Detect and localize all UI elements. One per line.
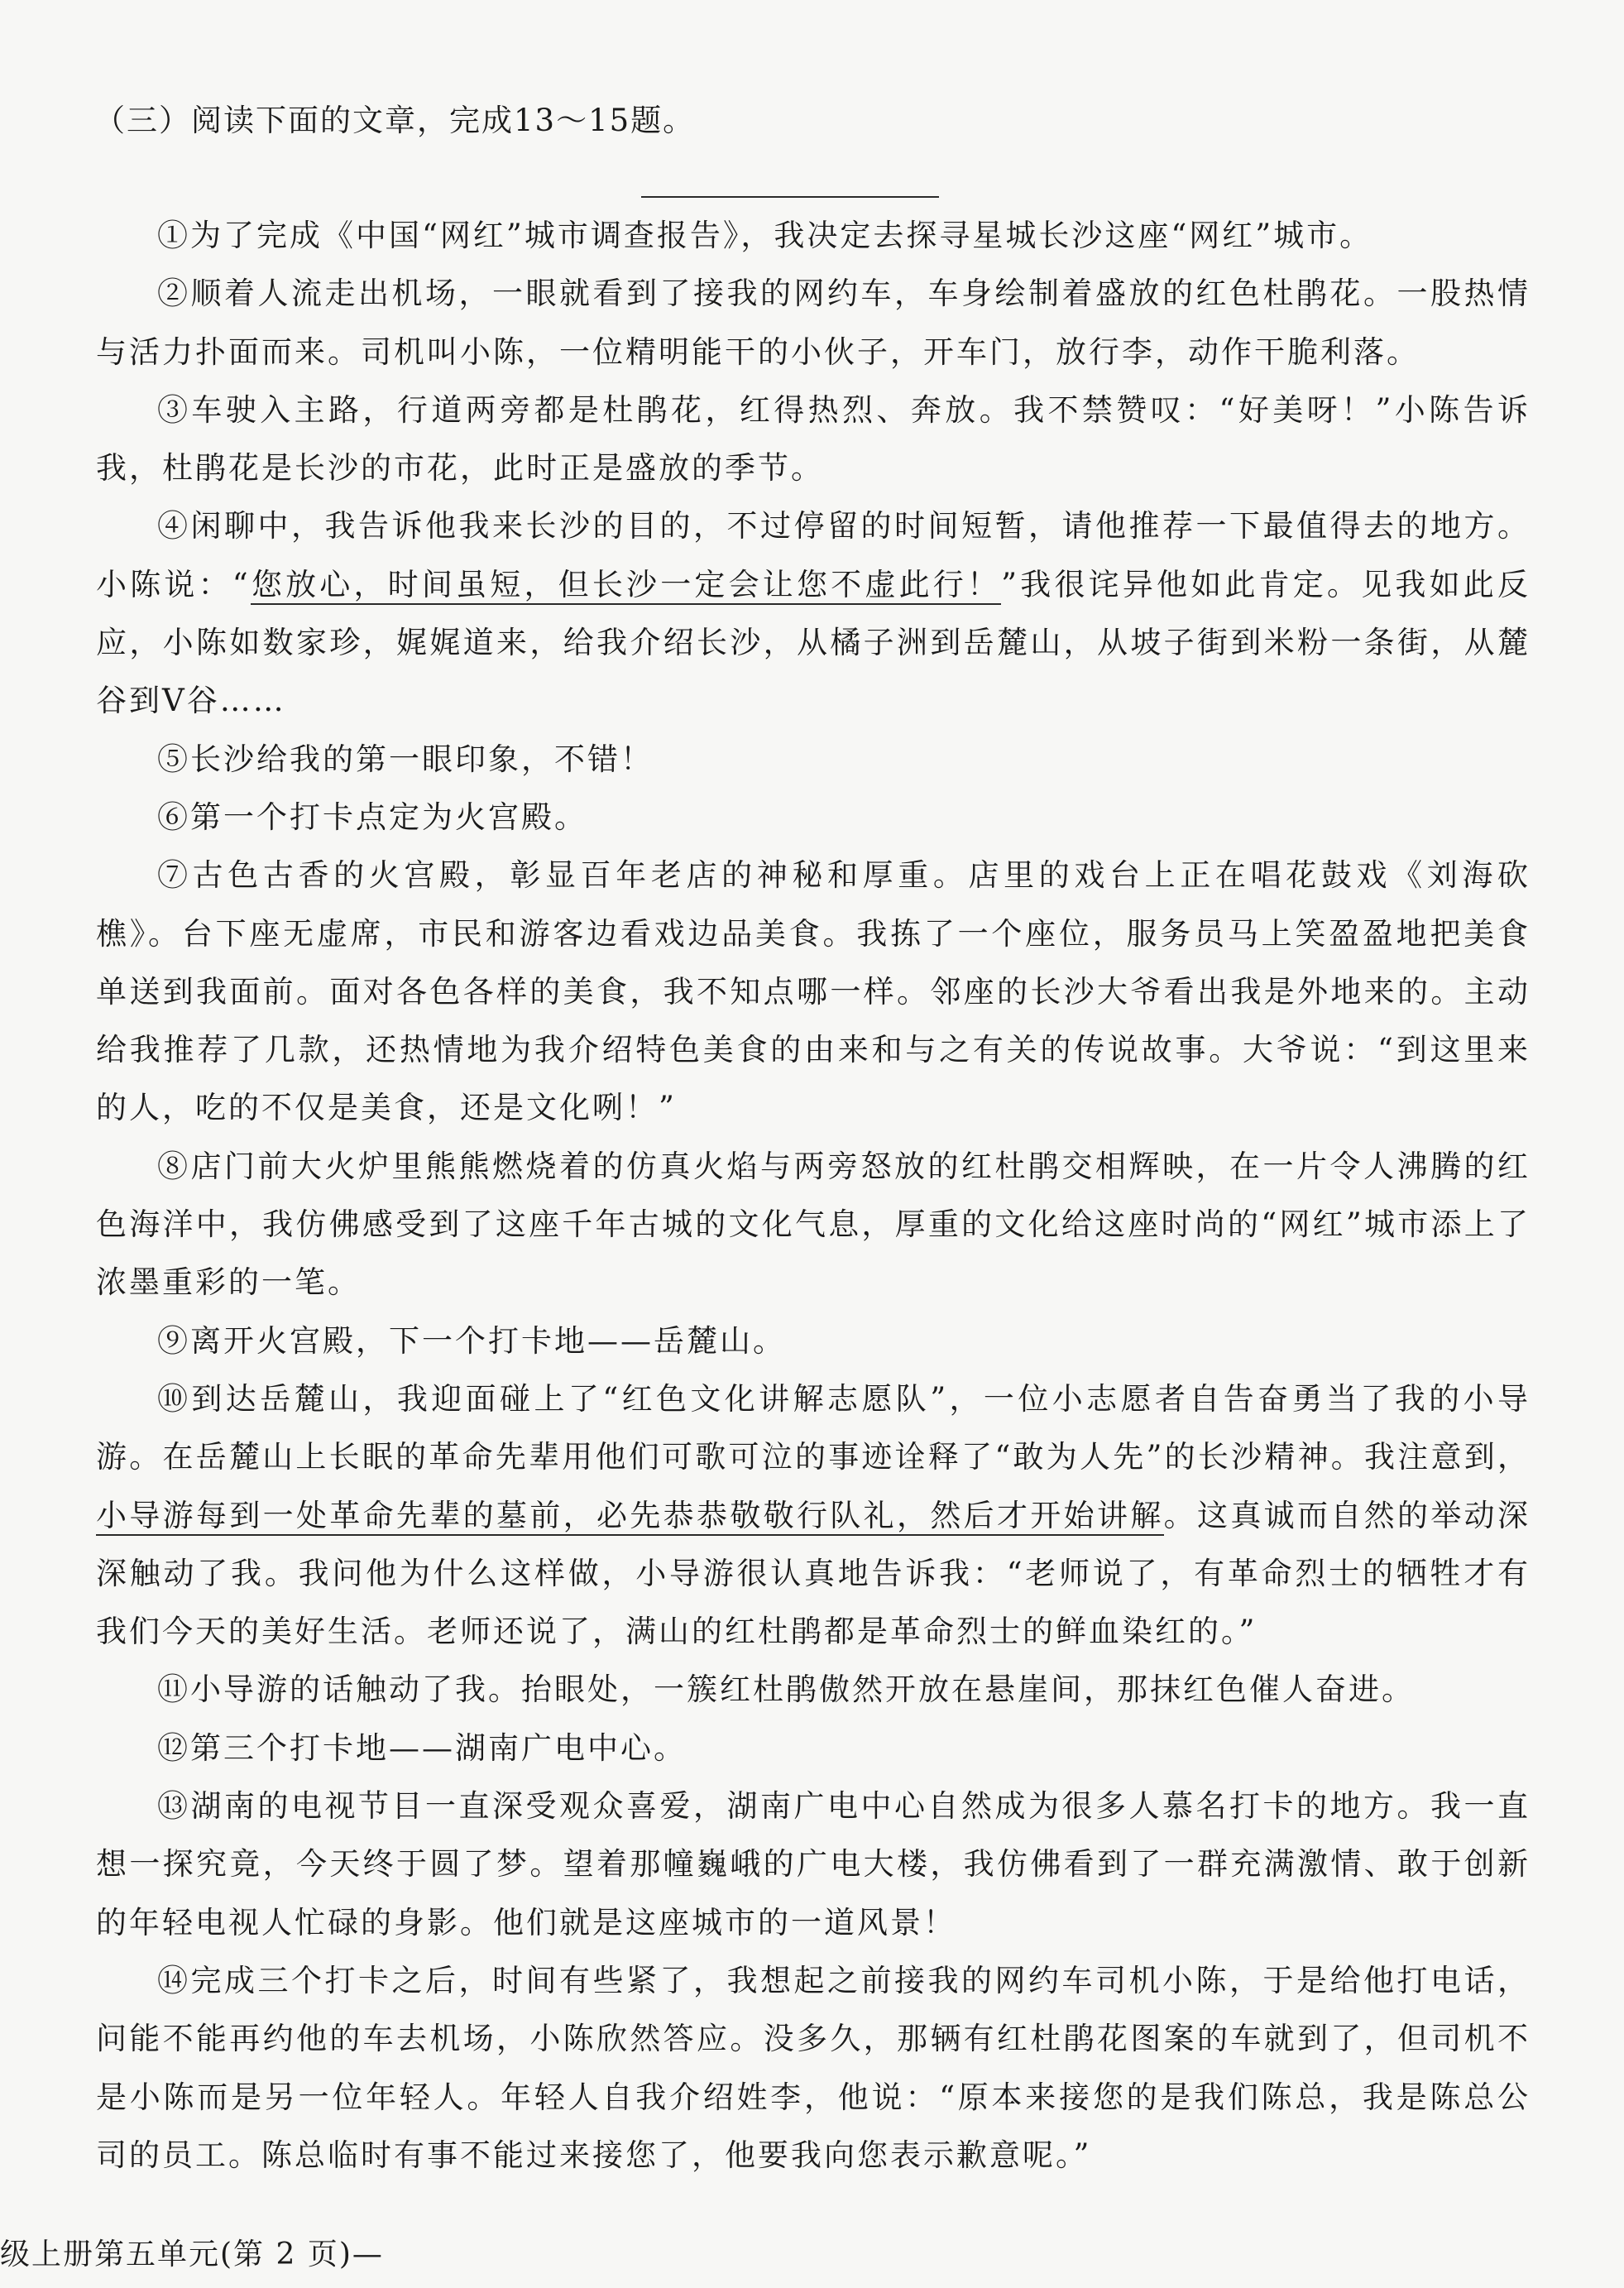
paragraph-11: ⑪小导游的话触动了我。抬眼处，一簇红杜鹃傲然开放在悬崖间，那抹红色催人奋进。 — [157, 1672, 1415, 1708]
paragraph-10-text-after: 。这真诚而自然的举动深深触动了我。我问他为什么这样做，小导游很认真地告诉我：“老师说了，有革命烈士的牺牲才有我们今天的美好生活。老师还说了，满山的红杜鹃都是革命烈士的鲜血染红的。” — [96, 1497, 1531, 1650]
page-footer: 级上册第五单元(第 2 页)— — [0, 2238, 384, 2271]
section-heading: （三）阅读下面的文章，完成13～15题。 — [94, 103, 696, 138]
paragraph-4 — [96, 497, 1531, 730]
underlined-sentence-2: 小导游每到一处革命先辈的墓前，必先恭恭敬敬行队礼，然后才开始讲解 — [96, 1498, 1164, 1536]
paragraph-5: ⑤长沙给我的第一眼印象，不错！ — [157, 741, 654, 777]
paragraph-13: ⑬湖南的电视节目一直深受观众喜爱，湖南广电中心自然成为很多人慕名打卡的地方。我一直想一探究竟，今天终于圆了梦。望着那幢巍峨的广电大楼，我仿佛看到了一群充满激情、敢于创新的年轻电视人忙碌的身影。他们就是这座城市的一道风景！ — [96, 1788, 1531, 1940]
paragraph-7: ⑦古色古香的火宫殿，彰显百年老店的神秘和厚重。店里的戏台上正在唱花鼓戏《刘海砍樵》。台下座无虚席，市民和游客边看戏边品美食。我拣了一个座位，服务员马上笑盈盈地把美食单送到我面前。面对各色各样的美食，我不知点哪一样。邻座的长沙大爷看出我是外地来的。主动给我推荐了几款，还热情地为我介绍特色美食的由来和与之有关的传说故事。大爷说：“到这里来的人，吃的不仅是美食，还是文化咧！” — [96, 857, 1531, 1126]
paragraph-10-text-before: ⑩到达岳麓山，我迎面碰上了“红色文化讲解志愿队”，一位小志愿者自告奋勇当了我的小导游。在岳麓山上长眠的革命先辈用他们可歌可泣的事迹诠释了“敢为人先”的长沙精神。我注意到， — [96, 1380, 1531, 1475]
paragraph-2: ②顺着人流走出机场，一眼就看到了接我的网约车，车身绘制着盛放的红色杜鹃花。一股热情与活力扑面而来。司机叫小陈，一位精明能干的小伙子，开车门，放行李，动作干脆利落。 — [96, 276, 1531, 370]
article-body — [96, 207, 1531, 2185]
underlined-sentence-1: 您放心，时间虽短，但长沙一定会让您不虚此行！ — [251, 567, 1001, 605]
paragraph-1: ①为了完成《中国“网红”城市调查报告》，我决定去探寻星城长沙这座“网红”城市。 — [157, 218, 1373, 253]
paragraph-3: ③车驶入主路，行道两旁都是杜鹃花，红得热烈、奔放。我不禁赞叹：“好美呀！”小陈告诉我，杜鹃花是长沙的市花，此时正是盛放的季节。 — [96, 391, 1531, 487]
paragraph-4-text-before: ④闲聊中，我告诉他我来长沙的目的，不过停留的时间短暂，请他推荐一下最值得去的地方。小陈说：“ — [96, 508, 1531, 602]
article-title-blank — [641, 196, 939, 198]
paragraph-9: ⑨离开火宫殿，下一个打卡地——岳麓山。 — [157, 1322, 786, 1359]
paragraph-12: ⑫第三个打卡地——湖南广电中心。 — [157, 1729, 687, 1766]
paragraph-14: ⑭完成三个打卡之后，时间有些紧了，我想起之前接我的网约车司机小陈，于是给他打电话，问能不能再约他的车去机场，小陈欣然答应。没多久，那辆有红杜鹃花图案的车就到了，但司机不是小陈而是另一位年轻人。年轻人自我介绍姓李，他说：“原本来接您的是我们陈总，我是陈总公司的员工。陈总临时有事不能过来接您了，他要我向您表示歉意呢。” — [96, 1962, 1531, 2173]
paragraph-4-text-after: ”我很诧异他如此肯定。见我如此反应，小陈如数家珍，娓娓道来，给我介绍长沙，从橘子洲到岳麓山，从坡子街到米粉一条街，从麓谷到V谷…… — [96, 566, 1531, 719]
paragraph-6: ⑥第一个打卡点定为火宫殿。 — [157, 799, 587, 835]
paragraph-10 — [96, 1370, 1531, 1661]
paragraph-8: ⑧店门前大火炉里熊熊燃烧着的仿真火焰与两旁怒放的红杜鹃交相辉映，在一片令人沸腾的红色海洋中，我仿佛感受到了这座千年古城的文化气息，厚重的文化给这座时尚的“网红”城市添上了浓墨重彩的一笔。 — [96, 1148, 1531, 1301]
